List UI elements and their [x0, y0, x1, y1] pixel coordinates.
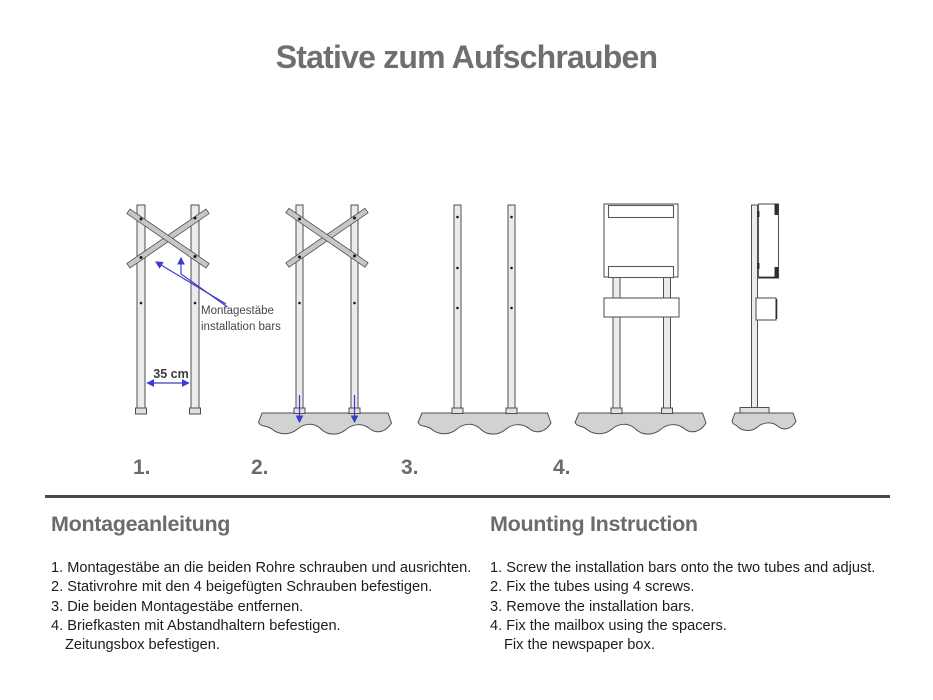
- step3-drawing: [418, 205, 551, 434]
- english-heading: Mounting Instruction: [490, 512, 698, 536]
- step-label-4: 4.: [553, 456, 571, 479]
- german-step-1: 1. Montagestäbe an die beiden Rohre schrauben und ausrichten.: [51, 560, 472, 576]
- mailbox-front: [604, 204, 678, 278]
- step2-left-tube: [296, 205, 303, 408]
- step3-left-foot: [452, 408, 463, 414]
- dimension-label: 35 cm: [153, 367, 189, 381]
- step1-right-foot: [190, 408, 201, 414]
- step4-right-tube-upper: [664, 277, 671, 299]
- step1-left-tube: [137, 205, 145, 408]
- english-step-4: 4. Fix the mailbox using the spacers.: [490, 617, 727, 634]
- step2-right-tube: [351, 205, 358, 408]
- english-instructions: [490, 512, 925, 655]
- step3-left-tube: [454, 205, 461, 408]
- step4-right-foot: [662, 408, 673, 414]
- newspaper-box-front: [604, 298, 679, 317]
- assembly-diagram: [0, 180, 933, 480]
- english-step-1: 1. Screw the installation bars onto the two tubes and adjust.: [490, 560, 876, 576]
- step-label-3: 3.: [401, 456, 419, 479]
- side-view-drawing: [732, 204, 796, 431]
- step4-ground: [575, 413, 706, 434]
- step1-drawing: [127, 205, 281, 414]
- english-step-2: 2. Fix the tubes using 4 screws.: [490, 579, 695, 596]
- german-heading: Montageanleitung: [51, 512, 231, 536]
- step1-left-foot: [136, 408, 147, 414]
- german-step-2: 2. Stativrohre mit den 4 beigefügten Schrauben befestigen.: [51, 579, 433, 596]
- german-step-4: 4. Briefkasten mit Abstandhaltern befestigen.: [51, 617, 341, 634]
- step3-right-tube: [508, 205, 515, 408]
- step-label-2: 2.: [251, 456, 269, 479]
- step4-left-tube: [613, 317, 620, 408]
- step2-drawing: [259, 205, 392, 434]
- english-step-4b: Fix the newspaper box.: [504, 637, 655, 654]
- german-step-4b: Zeitungsbox befestigen.: [65, 637, 220, 654]
- section-divider: [45, 495, 890, 498]
- step4-left-foot: [611, 408, 622, 414]
- side-view-ground: [732, 413, 796, 431]
- dimension-35cm: [148, 367, 189, 383]
- step2-ground: [259, 413, 392, 434]
- german-instructions: [51, 512, 486, 655]
- english-step-3: 3. Remove the installation bars.: [490, 598, 695, 615]
- step4-drawing: [575, 204, 706, 434]
- step4-right-tube: [664, 317, 671, 408]
- step4-left-tube-upper: [613, 277, 620, 299]
- bars-annotation-line1: Montagestäbe: [201, 305, 274, 317]
- german-list: [51, 559, 486, 655]
- step-label-1: 1.: [133, 456, 151, 479]
- english-list: [490, 559, 925, 655]
- step3-ground: [418, 413, 551, 434]
- bars-annotation-line2: installation bars: [201, 321, 281, 333]
- step1-right-tube: [191, 205, 199, 408]
- newspaper-box-side: [756, 298, 777, 320]
- mailbox-side: [757, 204, 779, 278]
- page-title: Stative zum Aufschrauben: [275, 39, 658, 75]
- step3-right-foot: [506, 408, 517, 414]
- side-base-plate: [740, 408, 769, 414]
- german-step-3: 3. Die beiden Montagestäbe entfernen.: [51, 598, 304, 615]
